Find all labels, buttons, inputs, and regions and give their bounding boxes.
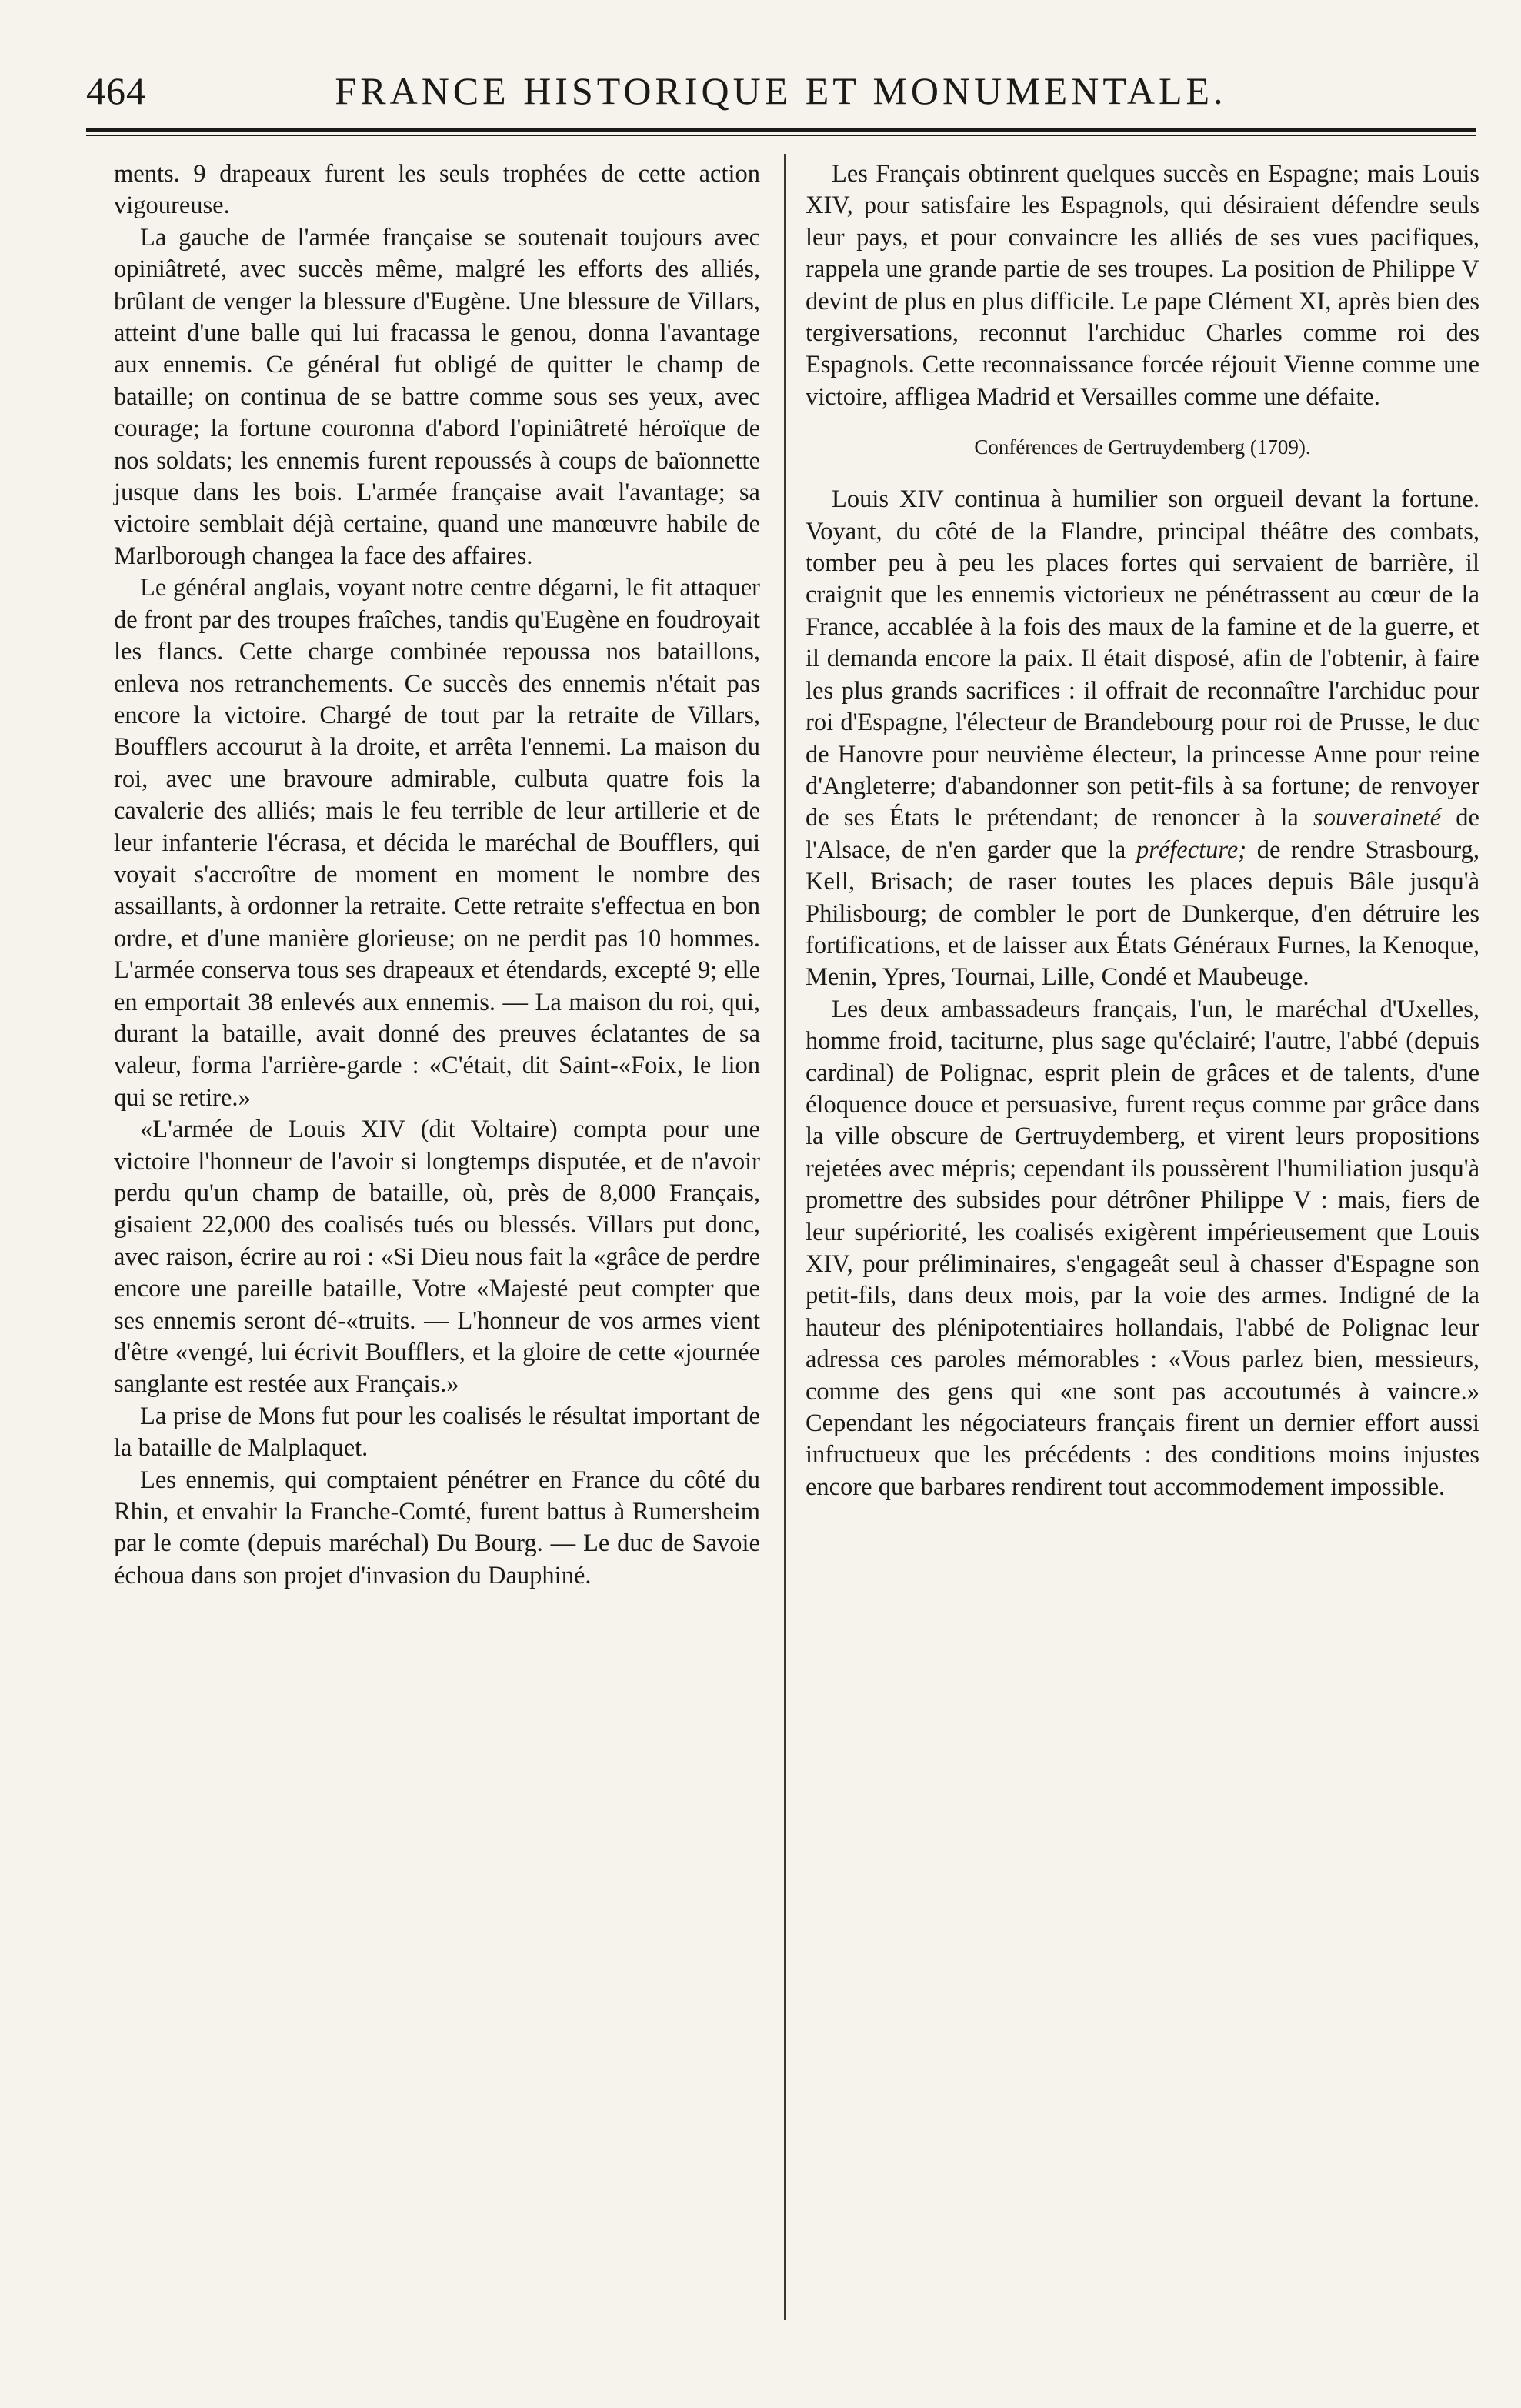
page-header [86,68,1476,122]
left-paragraph-3: Le général anglais, voyant notre centre dégarni, le fit attaquer de front par des troupes fraîches, tandis qu'Eugène en foudroyait les flancs. Cette charge combinée repoussa nos bataillons, enleva nos retranchements. Ce succès des ennemis n'était pas encore la victoire. Chargé de tout par la retraite de Villars, Boufflers accourut à la droite, et arrêta l'ennemi. La maison du roi, avec une bravoure admirable, culbuta quatre fois la cavalerie des alliés; mais le feu terrible de leur artillerie et de leur infanterie l'écrasa, et décida le maréchal de Boufflers, qui voyait s'accroître de moment en moment le nombre des assaillants, à ordonner la retraite. Cette retraite s'effectua en bon ordre, et d'une manière glorieuse; on ne perdit pas 10 hommes. L'armée conserva tous ses drapeaux et étendards, excepté 9; elle en emportait 38 enlevés aux ennemis. — La maison du roi, qui, durant la bataille, avait donné des preuves éclatantes de sa valeur, forma l'arrière-garde : «C'était, dit Saint-«Foix, le lion qui se retire.» [114,574,760,1112]
right-paragraph-3: Les deux ambassadeurs français, l'un, le maréchal d'Uxelles, homme froid, taciturne, plus sage qu'éclairé; l'autre, l'abbé (depuis cardinal) de Polignac, esprit plein de grâces et de talents, d'une éloquence douce et persuasive, furent reçus comme par grâce dans la ville obscure de Gertruydemberg, et virent leurs propositions rejetées avec mépris; cependant ils poussèrent l'humiliation jusqu'à promettre des subsides pour détrôner Philippe V : mais, fiers de leur supériorité, les coalisés exigèrent impérieusement que Louis XIV, pour préliminaires, s'engageât seul à chasser d'Espagne son petit-fils, dans deux mois, par la voie des armes. Indigné de la hauteur des plénipotentiaires hollandais, l'abbé de Polignac leur adressa ces paroles mémorables : «Vous parlez bien, messieurs, comme des gens qui «ne sont pas accoutumés à vaincre.» Cependant les négociateurs français firent un dernier effort aussi infructueux que les précédents : des conditions moins injustes encore que barbares rendirent tout accommodement impossible. [806,995,1479,1501]
page-number: 464 [86,69,146,112]
column-divider [784,154,786,2320]
left-paragraph-6: Les ennemis, qui comptaient pénétrer en France du côté du Rhin, et envahir la Franche-Comté, furent battus à Rumersheim par le comte (depuis maréchal) Du Bourg. — Le duc de Savoie échoua dans son projet d'invasion du Dauphiné. [114,1466,760,1589]
emphasis-souverainete: souveraineté [1313,804,1442,832]
left-paragraph-4: «L'armée de Louis XIV (dit Voltaire) compta pour une victoire l'honneur de l'avoir si longtemps disputée, et de n'avoir perdu qu'un champ de bataille, où, près de 8,000 Français, gisaient 22,000 des coalisés tués ou blessés. Villars put donc, avec raison, écrire au roi : «Si Dieu nous fait la «grâce de perdre encore une pareille bataille, Votre «Majesté peut compter que ses ennemis seront dé-«truits. — L'honneur de vos armes vient d'être «vengé, lui écrivit Boufflers, et la gloire de cette «journée sanglante est restée aux Français.» [114,1116,760,1399]
left-column [114,158,760,1592]
left-paragraph-1: ments. 9 drapeaux furent les seuls trophées de cette action vigoureuse. [114,160,760,220]
left-paragraph-2: La gauche de l'armée française se soutenait toujours avec opiniâtreté, avec succès même, malgré les efforts des alliés, brûlant de venger la blessure d'Eugène. Une blessure de Villars, atteint d'une balle qui lui fracassa le genou, donna l'avantage aux ennemis. Ce général fut obligé de quitter le champ de bataille; on continua de se battre comme sous ses yeux, avec courage; la fortune couronna d'abord l'opiniâtreté héroïque de nos soldats; les ennemis furent repoussés à coups de baïonnette jusque dans les bois. L'armée française avait l'avantage; sa victoire semblait déjà certaine, quand une manœuvre habile de Marlborough changea la face des affaires. [114,223,760,570]
header-rule [86,128,1476,136]
right-paragraph-1: Les Français obtinrent quelques succès en Espagne; mais Louis XIV, pour satisfaire les Espagnols, qui désiraient défendre seuls leur pays, et pour convaincre les alliés de ses vues pacifiques, rappela une grande partie de ses troupes. La position de Philippe V devint de plus en plus difficile. Le pape Clément XI, après bien des tergiversations, reconnut l'archiduc Charles comme roi des Espagnols. Cette reconnaissance forcée réjouit Vienne comme une victoire, affligea Madrid et Versailles comme une défaite. [806,160,1479,411]
left-paragraph-5: La prise de Mons fut pour les coalisés le résultat important de la bataille de Malplaquet. [114,1402,760,1462]
right-column [806,158,1479,1503]
section-heading: Conférences de Gertruydemberg (1709). [974,435,1311,459]
emphasis-prefecture: préfecture; [1136,835,1247,864]
right-paragraph-2 [806,484,1479,994]
right-paragraph-2-part-2: de l'Alsace, de n'en garder que la [806,804,1479,864]
right-paragraph-2-part-1: Louis XIV continua à humilier son orgueil devant la fortune. Voyant, du côté de la Flandre, principal théâtre des combats, tomber peu à peu les places fortes qui servaient de barrière, il craignit que les ennemis victorieux ne pénétrassent au cœur de la France, accablée à la fois des maux de la famine et de la guerre, et il demanda encore la paix. Il était disposé, afin de l'obtenir, à faire les plus grands sacrifices : il offrait de reconnaître l'archiduc pour roi d'Espagne, l'électeur de Brandebourg pour roi de Prusse, le duc de Hanovre pour neuvième électeur, la princesse Anne pour reine d'Angleterre; d'abandonner son petit-fils à sa fortune; de renvoyer de ses États le prétendant; de renoncer à la [806,485,1479,832]
right-paragraph-2-part-3: de rendre Strasbourg, Kell, Brisach; de raser toutes les places depuis Bâle jusqu'à Philisbourg; de combler le port de Dunkerque, d'en détruire les fortifications, et de laisser aux États Généraux Furnes, la Kenoque, Menin, Ypres, Tournai, Lille, Condé et Maubeuge. [806,835,1480,992]
running-title: FRANCE HISTORIQUE ET MONUMENTALE. [335,69,1227,112]
